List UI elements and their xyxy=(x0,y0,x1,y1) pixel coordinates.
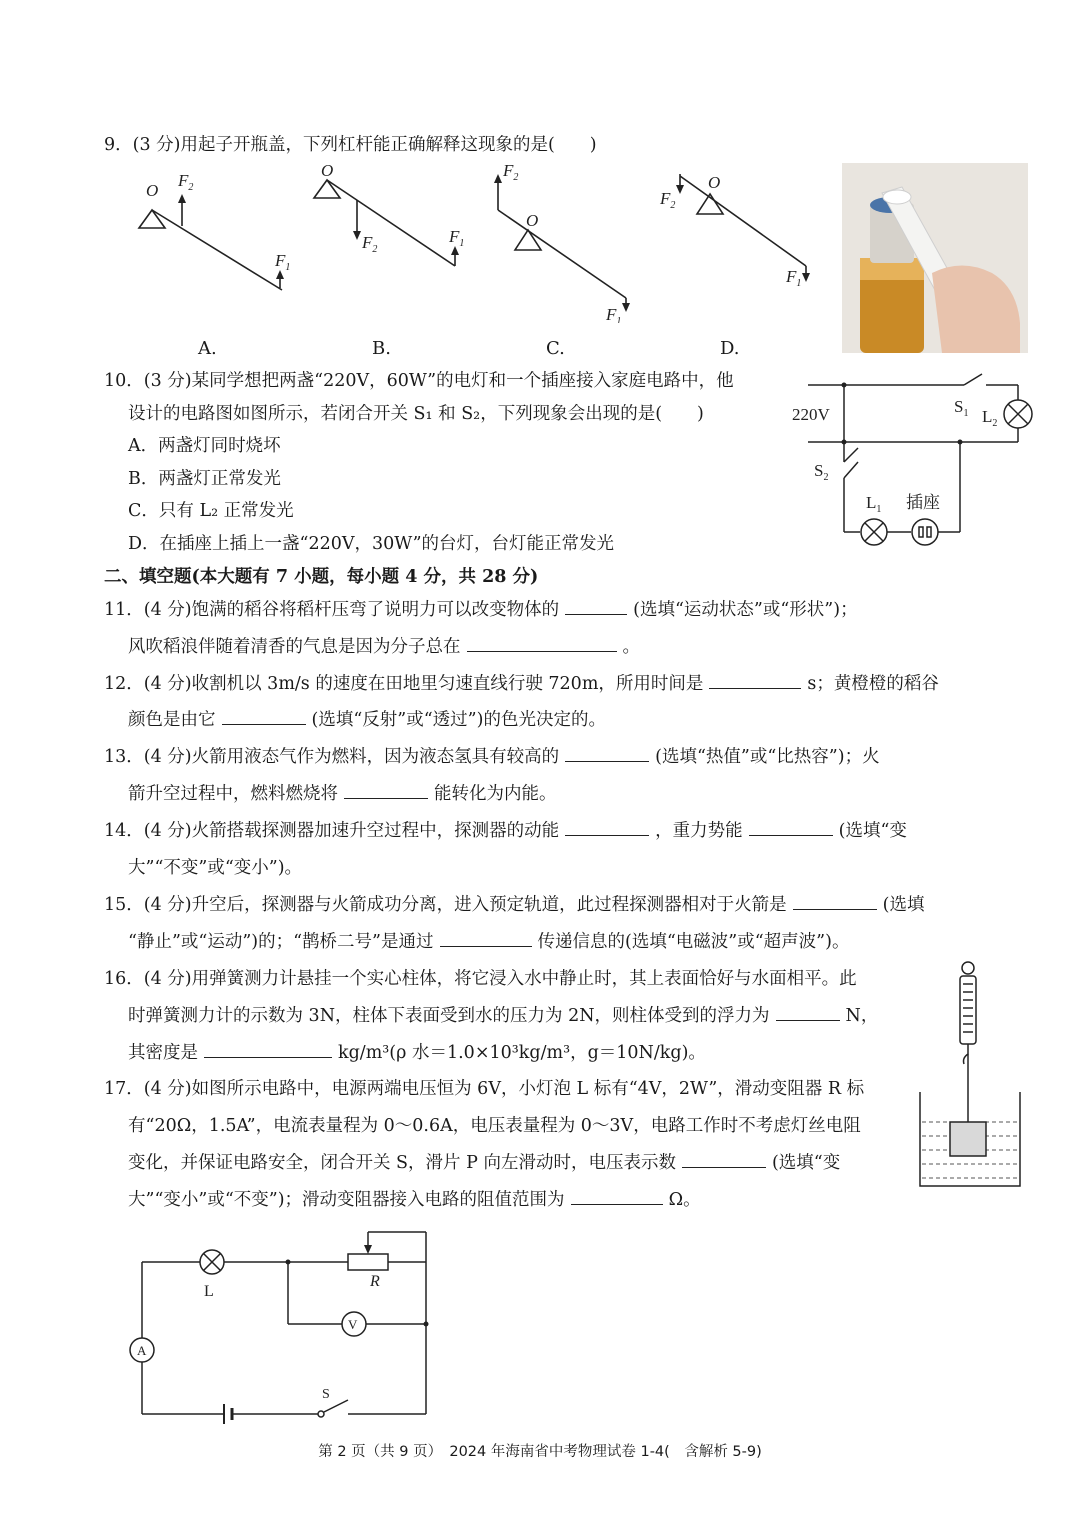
q9-stem: 9．(3 分)用起子开瓶盖，下列杠杆能正确解释这现象的是( ) xyxy=(104,135,597,155)
lever-c-o-label: O xyxy=(526,211,539,230)
q16-line2: 时弹簧测力计的示数为 3N，柱体下表面受到水的压力为 2N，则柱体受到的浮力为 N， xyxy=(128,1006,879,1026)
q15-line2: “静止”或“运动”)的；“鹊桥二号”是通过 传递信息的(选填“电磁波”或“超声波”)。 xyxy=(128,932,850,952)
lever-c-bar xyxy=(498,210,626,298)
lever-b-fulcrum xyxy=(314,180,340,198)
bottle-opener-photo xyxy=(842,163,1028,353)
lamp-l-label: L xyxy=(204,1283,214,1300)
lever-a-o-label: O xyxy=(146,181,159,200)
lever-c-fulcrum xyxy=(515,230,541,250)
section-title: 二、填空题(本大题有 7 小题，每小题 4 分，共 28 分) xyxy=(104,567,539,587)
lever-a-fulcrum xyxy=(139,210,165,228)
rheostat-r-label: R xyxy=(370,1273,380,1290)
q17-line3: 变化，并保证电路安全，闭合开关 S，滑片 P 向左滑动时，电压表示数 (选填“变 xyxy=(128,1153,841,1173)
rheostat-r xyxy=(348,1254,388,1270)
lever-d-bar xyxy=(680,176,806,266)
voltage-label: 220V xyxy=(792,405,830,424)
l2-label: $L_2$ xyxy=(982,407,998,429)
q16-line1: 16．(4 分)用弹簧测力计悬挂一个实心柱体，将它浸入水中静止时，其上表面恰好与水面相平。此 xyxy=(104,969,857,989)
lever-b-o-label: O xyxy=(321,161,334,180)
q9-option-d: D. xyxy=(720,338,740,359)
lever-d-f2-label: $F_2$ xyxy=(660,189,676,211)
socket-symbol xyxy=(912,519,938,545)
lever-b-f2-label: $F_2$ xyxy=(362,233,378,255)
q10-circuit-diagram xyxy=(786,370,1046,555)
socket-label: 插座 xyxy=(906,493,940,512)
l1-label: $L_1$ xyxy=(866,493,882,515)
q9-option-c: C. xyxy=(546,338,565,359)
lever-b-f1-label: $F_1$ xyxy=(449,227,465,249)
lever-c-f2-label: $F_2$ xyxy=(503,161,519,183)
q11-line2: 风吹稻浪伴随着清香的气息是因为分子总在 。 xyxy=(128,637,640,657)
q13-line2: 箭升空过程中，燃料燃烧将 能转化为内能。 xyxy=(128,784,557,804)
q14-line2: 大”“不变”或“变小”)。 xyxy=(128,858,303,878)
q10-line1: 10．(3 分)某同学想把两盏“220V，60W”的电灯和一个插座接入家庭电路中，他 xyxy=(104,371,734,391)
lever-c-f1-label: $F_1$ xyxy=(606,305,622,323)
q12-line1: 12．(4 分)收割机以 3m/s 的速度在田地里匀速直线行驶 720m，所用时间是 s；黄橙橙的稻谷 xyxy=(104,674,939,694)
q10-option-a: A．两盏灯同时烧坏 xyxy=(128,436,281,456)
q17-line1: 17．(4 分)如图所示电路中，电源两端电压恒为 6V，小灯泡 L 标有“4V，2W”，滑动变阻器 R 标 xyxy=(104,1079,865,1099)
q9-lever-diagrams xyxy=(120,158,840,323)
lever-d-o-label: O xyxy=(708,173,721,192)
lever-a-bar xyxy=(152,210,282,290)
q17-line4: 大”“变小”或“不变”)；滑动变阻器接入电路的阻值范围为 Ω。 xyxy=(128,1190,701,1210)
spring-scale-diagram xyxy=(918,958,1024,1188)
lever-a-f2-label: $F_2$ xyxy=(178,171,194,193)
q9-option-b: B. xyxy=(372,338,391,359)
q10-line2: 设计的电路图如图所示，若闭合开关 S₁ 和 S₂，下列现象会出现的是( ) xyxy=(128,404,704,424)
q10-option-c: C．只有 L₂ 正常发光 xyxy=(128,501,294,521)
lever-b-bar xyxy=(327,180,455,266)
q12-line2: 颜色是由它 (选填“反射”或“透过”)的色光决定的。 xyxy=(128,710,606,730)
q10-option-b: B．两盏灯正常发光 xyxy=(128,469,281,489)
lever-a-f1-label: $F_1$ xyxy=(275,251,291,273)
ammeter-label: A xyxy=(137,1343,147,1358)
q13-line1: 13．(4 分)火箭用液态气作为燃料，因为液态氢具有较高的 (选填“热值”或“比热容”)；火 xyxy=(104,747,880,767)
s2-label: $S_2$ xyxy=(814,461,829,483)
switch-s1 xyxy=(964,374,982,385)
q11-line1: 11．(4 分)饱满的稻谷将稻杆压弯了说明力可以改变物体的 (选填“运动状态”或“形状”)； xyxy=(104,600,858,620)
q9-option-a: A. xyxy=(198,338,217,359)
q17-line2: 有“20Ω，1.5A”，电流表量程为 0～0.6A，电压表量程为 0～3V，电路工作时不考虑灯丝电阻 xyxy=(128,1116,861,1136)
lever-d-f1-label: $F_1$ xyxy=(786,267,802,289)
switch-s2 xyxy=(844,448,858,462)
voltmeter-label: V xyxy=(348,1317,358,1332)
page-footer: 第 2 页（共 9 页） 2024 年海南省中考物理试卷 1-4( 含解析 5-9) xyxy=(318,1444,762,1460)
switch-s-label: S xyxy=(322,1387,330,1402)
s1-label: $S_1$ xyxy=(954,397,969,419)
q14-line1: 14．(4 分)火箭搭载探测器加速升空过程中，探测器的动能 ，重力势能 (选填“变 xyxy=(104,821,907,841)
q16-line3: 其密度是 kg/m³(ρ 水＝1.0×10³kg/m³，g＝10N/kg)。 xyxy=(128,1043,706,1063)
q10-option-d: D．在插座上插上一盏“220V，30W”的台灯，台灯能正常发光 xyxy=(128,534,615,554)
q15-line1: 15．(4 分)升空后，探测器与火箭成功分离，进入预定轨道，此过程探测器相对于火箭是 (选填 xyxy=(104,895,925,915)
q17-circuit-diagram xyxy=(120,1228,440,1428)
